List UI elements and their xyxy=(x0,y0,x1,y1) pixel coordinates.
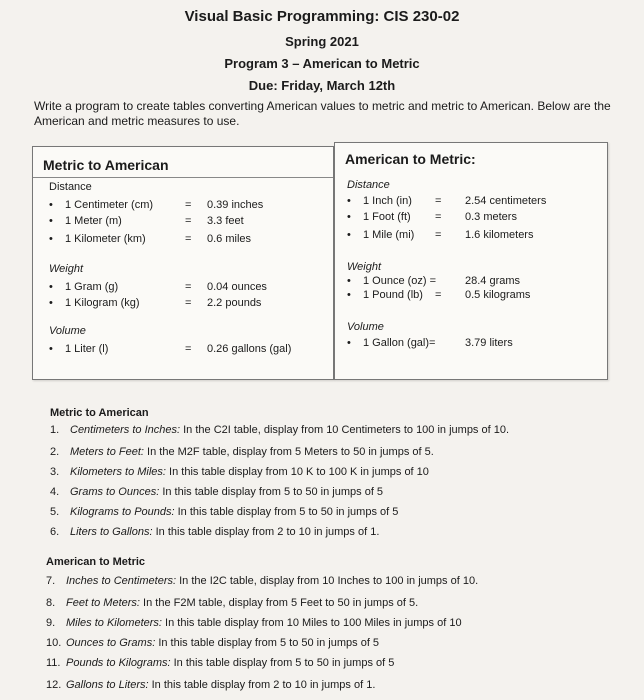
conversion-row xyxy=(347,195,601,209)
item-label: Grams to Ounces: xyxy=(70,486,160,498)
unit-label: 1 Pound (lb) xyxy=(363,289,423,301)
item-number: 9. xyxy=(46,617,56,629)
section-label: Distance xyxy=(49,181,92,193)
item-number: 4. xyxy=(50,486,60,498)
item-label: Feet to Meters: xyxy=(66,597,140,609)
unit-label: 1 Foot (ft) xyxy=(363,211,411,223)
item-number: 12. xyxy=(46,679,62,691)
item-label: Meters to Feet: xyxy=(70,446,144,458)
instruction-item xyxy=(46,597,418,609)
converted-value: 3.3 feet xyxy=(207,215,244,227)
converted-value: 0.26 gallons (gal) xyxy=(207,343,292,355)
conversion-row xyxy=(49,215,327,229)
conversion-row xyxy=(347,211,601,225)
unit-label: 1 Inch (in) xyxy=(363,195,412,207)
conversion-row xyxy=(49,233,327,247)
item-text: In this table display from 5 to 50 in jumps of 5 xyxy=(174,506,399,518)
conversion-row xyxy=(49,343,327,357)
equals-sign: = xyxy=(435,195,442,207)
bullet-icon: • xyxy=(49,281,53,293)
course-title: Visual Basic Programming: CIS 230-02 xyxy=(184,8,460,25)
instruction-item xyxy=(50,424,509,436)
conversion-row xyxy=(347,289,601,303)
converted-value: 0.39 inches xyxy=(207,199,264,211)
item-text: In this table display from 5 to 50 in jumps of 5 xyxy=(155,637,380,649)
unit-label: 1 Gram (g) xyxy=(65,281,119,293)
bullet-icon: • xyxy=(49,343,53,355)
bullet-icon: • xyxy=(347,337,351,349)
instruction-item xyxy=(46,679,375,691)
unit-label: 1 Gallon (gal)= xyxy=(363,337,436,349)
equals-sign: = xyxy=(435,289,442,301)
item-number: 6. xyxy=(50,526,60,538)
item-text: In the F2M table, display from 5 Feet to 50 in jumps of 5. xyxy=(139,597,419,609)
converted-value: 0.04 ounces xyxy=(207,281,267,293)
instruction-item xyxy=(50,486,383,498)
item-text: In the I2C table, display from 10 Inches to 100 in jumps of 10. xyxy=(176,575,479,587)
item-label: Centimeters to Inches: xyxy=(70,424,181,436)
instruction-item xyxy=(50,446,434,458)
term: Spring 2021 xyxy=(285,34,359,49)
bullet-icon: • xyxy=(347,211,351,223)
item-label: Gallons to Liters: xyxy=(66,679,149,691)
equals-sign: = xyxy=(185,215,192,227)
unit-label: 1 Meter (m) xyxy=(65,215,122,227)
bullet-icon: • xyxy=(347,275,351,287)
bullet-icon: • xyxy=(49,233,53,245)
converted-value: 0.5 kilograms xyxy=(465,289,531,301)
item-number: 1. xyxy=(50,424,60,436)
section-label: Weight xyxy=(49,263,84,275)
equals-sign: = xyxy=(185,199,192,211)
converted-value: 2.54 centimeters xyxy=(465,195,547,207)
instruction-item xyxy=(46,657,394,669)
bullet-icon: • xyxy=(49,199,53,211)
item-text: In the M2F table, display from 5 Meters to 50 in jumps of 5. xyxy=(143,446,434,458)
item-label: Liters to Gallons: xyxy=(70,526,153,538)
converted-value: 28.4 grams xyxy=(465,275,521,287)
unit-label: 1 Mile (mi) xyxy=(363,229,415,241)
instruction-item xyxy=(46,637,379,649)
item-text: In this table display from 2 to 10 in jumps of 1. xyxy=(148,679,376,691)
item-text: In this table display from 10 Miles to 100 Miles in jumps of 10 xyxy=(161,617,462,629)
section-label: Distance xyxy=(347,179,390,191)
item-text: In this table display from 5 to 50 in jumps of 5 xyxy=(170,657,395,669)
instruction-item xyxy=(50,506,398,518)
equals-sign: = xyxy=(185,281,192,293)
item-label: Pounds to Kilograms: xyxy=(66,657,171,669)
conversion-row xyxy=(347,337,601,351)
section-label: Weight xyxy=(347,261,382,273)
item-number: 3. xyxy=(50,466,60,478)
item-number: 10. xyxy=(46,637,62,649)
item-label: Kilometers to Miles: xyxy=(70,466,166,478)
instruction-item xyxy=(50,466,429,478)
unit-label: 1 Liter (l) xyxy=(65,343,109,355)
bullet-icon: • xyxy=(347,289,351,301)
item-number: 2. xyxy=(50,446,60,458)
instruction-item xyxy=(50,526,379,538)
section-label: Volume xyxy=(347,321,384,333)
item-label: Ounces to Grams: xyxy=(66,637,156,649)
item-text: In this table display from 2 to 10 in jumps of 1. xyxy=(152,526,380,538)
instruction-item xyxy=(46,575,478,587)
conversion-row xyxy=(49,199,327,213)
item-text: In the C2I table, display from 10 Centimeters to 100 in jumps of 10. xyxy=(180,424,510,436)
section-title: American to Metric xyxy=(46,556,146,568)
equals-sign: = xyxy=(185,297,192,309)
divider xyxy=(33,177,333,178)
converted-value: 2.2 pounds xyxy=(207,297,262,309)
conversion-row xyxy=(347,229,601,243)
equals-sign: = xyxy=(435,229,442,241)
item-text: In this table display from 10 K to 100 K in jumps of 10 xyxy=(165,466,429,478)
unit-label: 1 Kilometer (km) xyxy=(65,233,146,245)
box-title: Metric to American xyxy=(43,157,169,173)
metric-to-american-box xyxy=(32,146,334,380)
conversion-row xyxy=(347,275,601,289)
bullet-icon: • xyxy=(49,297,53,309)
section-title: Metric to American xyxy=(50,407,149,419)
converted-value: 3.79 liters xyxy=(465,337,513,349)
due-date: Due: Friday, March 12th xyxy=(248,78,396,93)
bullet-icon: • xyxy=(347,195,351,207)
item-label: Miles to Kilometers: xyxy=(66,617,162,629)
conversion-row xyxy=(49,281,327,295)
american-to-metric-box xyxy=(334,142,608,380)
item-number: 8. xyxy=(46,597,56,609)
item-number: 5. xyxy=(50,506,60,518)
box-title: American to Metric: xyxy=(345,151,476,167)
item-text: In this table display from 5 to 50 in jumps of 5 xyxy=(159,486,384,498)
unit-label: 1 Ounce (oz) = xyxy=(363,275,437,287)
converted-value: 1.6 kilometers xyxy=(465,229,534,241)
equals-sign: = xyxy=(435,211,442,223)
bullet-icon: • xyxy=(347,229,351,241)
instruction-item xyxy=(46,617,462,629)
item-number: 7. xyxy=(46,575,56,587)
equals-sign: = xyxy=(185,233,192,245)
item-number: 11. xyxy=(46,657,61,669)
converted-value: 0.6 miles xyxy=(207,233,252,245)
unit-label: 1 Centimeter (cm) xyxy=(65,199,154,211)
program-title: Program 3 – American to Metric xyxy=(224,56,420,71)
item-label: Inches to Centimeters: xyxy=(66,575,177,587)
item-label: Kilograms to Pounds: xyxy=(70,506,175,518)
section-label: Volume xyxy=(49,325,86,337)
equals-sign: = xyxy=(185,343,192,355)
converted-value: 0.3 meters xyxy=(465,211,517,223)
unit-label: 1 Kilogram (kg) xyxy=(65,297,140,309)
conversion-row xyxy=(49,297,327,311)
bullet-icon: • xyxy=(49,215,53,227)
intro-paragraph: Write a program to create tables converting American values to metric and metric to American. Below are the American and metric measures to use. xyxy=(34,99,611,128)
